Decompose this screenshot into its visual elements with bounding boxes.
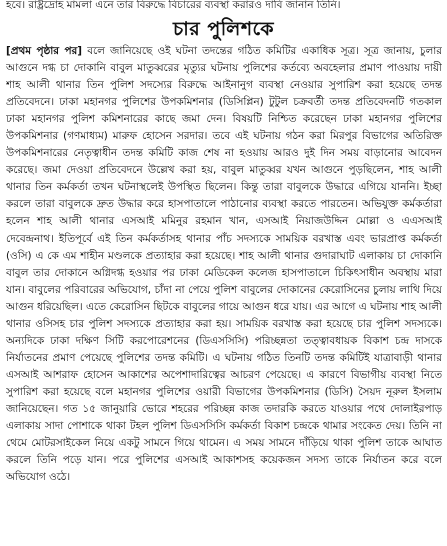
- article-body-text: বলে জানিয়েছে ওই ঘটনা তদন্তের গঠিত কমিটির একাধিক সূত্র। সূত্র জানায়, চুলার আগুনে দগ্ধ চা দোকানি বাবুল মাতুব্বরের মৃত্যুর ঘটনায় পুলিশের কর্তব্যে অবহেলার প্রমাণ পাওয়ায় দায়ী শাহ আলী থানার তিন পুলিশ সদস্যের বিরুদ্ধে আইনানুগ ব্যবস্থা নেওয়ার সুপারিশ করা হয়েছে তদন্ত প্রতিবেদনে। ঢাকা মহানগর পুলিশের উপকমিশনার (ডিসিপ্লিন) টুটুল চক্রবর্তী তদন্ত প্রতিবেদনটি গতকাল ঢাকা মহানগর পুলিশ কমিশনারের কাছে জমা দেন। বিষয়টি নিশ্চিত করেছেন ঢাকা মহানগর পুলিশের উপকমিশনার (গণমাধ্যম) মারুফ হোসেন সরদার। তবে এই ঘটনায় গঠন করা মিরপুর বিভাগের অতিরিক্ত উপকমিশনারের নেতৃত্বাধীন তদন্ত কমিটি কাজ শেষ না হওয়ায় আরও দুই দিন সময় বাড়ানোর আবেদন করেছে। জমা দেওয়া প্রতিবেদনে উল্লেখ করা হয়, বাবুল মাতুব্বর যখন আগুনে পুড়ছিলেন, শাহ আলী থানার তিন কর্মকর্তা তখন ঘটনাস্থলেই উপস্থিত ছিলেন। কিন্তু তারা বাবুলকে উদ্ধারে এগিয়ে যাননি। ইচ্ছা করলে তারা বাবুলকে দ্রুত উদ্ধার করে হাসপাতালে পাঠানোর ব্যবস্থা করতে পারতেন। অভিযুক্ত কর্মকর্তারা হলেন শাহ আলী থানার এসআই মমিনুর রহমান খান, এসআই নিয়াজউদ্দিন মোল্লা ও এএসআই দেবেন্দ্রনাথ। ইতিপূর্বে এই তিন কর্মকর্তাসহ থানার পাঁচ সদস্যকে সাময়িক বরখাস্ত এবং ভারপ্রাপ্ত কর্মকর্তা (ওসি) এ কে এম শাহীন মণ্ডলকে প্রত্যাহার করা হয়েছে। শাহ আলী থানার গুদারাঘাট এলাকায় চা দোকানি বাবুল তার দোকানে অগ্নিদগ্ধ হওয়ার পর ঢাকা মেডিকেল কলেজ হাসপাতালে চিকিৎসাধীন অবস্থায় মারা যান। বাবুলের পরিবারের অভিযোগ, চাঁদা না পেয়ে পুলিশ বাবুলের দোকানের কেরোসিনের চুলায় লাথি দিয়ে আগুন ধরিয়েছিল। এতে কেরোসিন ছিটকে বাবুলের গায়ে আগুন ধরে যায়। এর আগে এ ঘটনায় শাহ আলী থানার ওসিসহ চার পুলিশ সদস্যকে প্রত্যাহার করা হয়। সাময়িক বরখাস্ত করা হয়েছে চার পুলিশ সদস্যকে। অন্যদিকে ঢাকা দক্ষিণ সিটি করপোরেশনের (ডিএসসিসি) পরিচ্ছন্নতা তত্ত্বাবধায়ক বিকাশ চন্দ্র দাসকে নির্যাতনের প্রমাণ পেয়েছে পুলিশের তদন্ত কমিটি। এ ঘটনায় গঠিত তিনটি তদন্ত কমিটিই যাত্রাবাড়ী থানার এসআই আশরাফ হোসেন আকাশের অপেশাদারিত্বের আচরণ পেয়েছে। এ কারণে বিভাগীয় ব্যবস্থা নিতে সুপারিশ করা হয়েছে বলে মহানগর পুলিশের ওয়ারী বিভাগের উপকমিশনার (ডিসি) সৈয়দ নূরুল ইসলাম জানিয়েছেন। গত ১৫ জানুয়ারি ভোরে শহরের পরিচ্ছন্ন কাজ তদারকি করতে যাওয়ার পথে দোলাইরপাড় এলাকায় সাদা পোশাকে থাকা টহল পুলিশ ডিএসসিসি কর্মকর্তা বিকাশ চন্দ্রকে থামার সংকেত দেয়। তিনি না থেমে মোটরসাইকেল নিয়ে একটু সামনে গিয়ে থামেন। এ সময় সামনে দাঁড়িয়ে থাকা পুলিশ তাকে আঘাত করলে তিনি পড়ে যান। পরে পুলিশের এসআই আকাশসহ কয়েকজন সদস্য তাকে নির্যাতন করে বলে অভিযোগ ওঠে।: [6, 45, 442, 484]
- article-body: [6, 43, 442, 486]
- headline-block: [0, 14, 447, 44]
- continued-from-label: [ প্রথম পৃষ্ঠার পর ]: [6, 45, 82, 57]
- previous-article-tail: হবে। রাষ্ট্রদ্রোহ মামলা এনে তার বিরুদ্ধে বিচারের ব্যবস্থা করারও দাবি জানান তিনি।: [6, 0, 341, 11]
- article-headline: চার পুলিশকে: [173, 18, 274, 40]
